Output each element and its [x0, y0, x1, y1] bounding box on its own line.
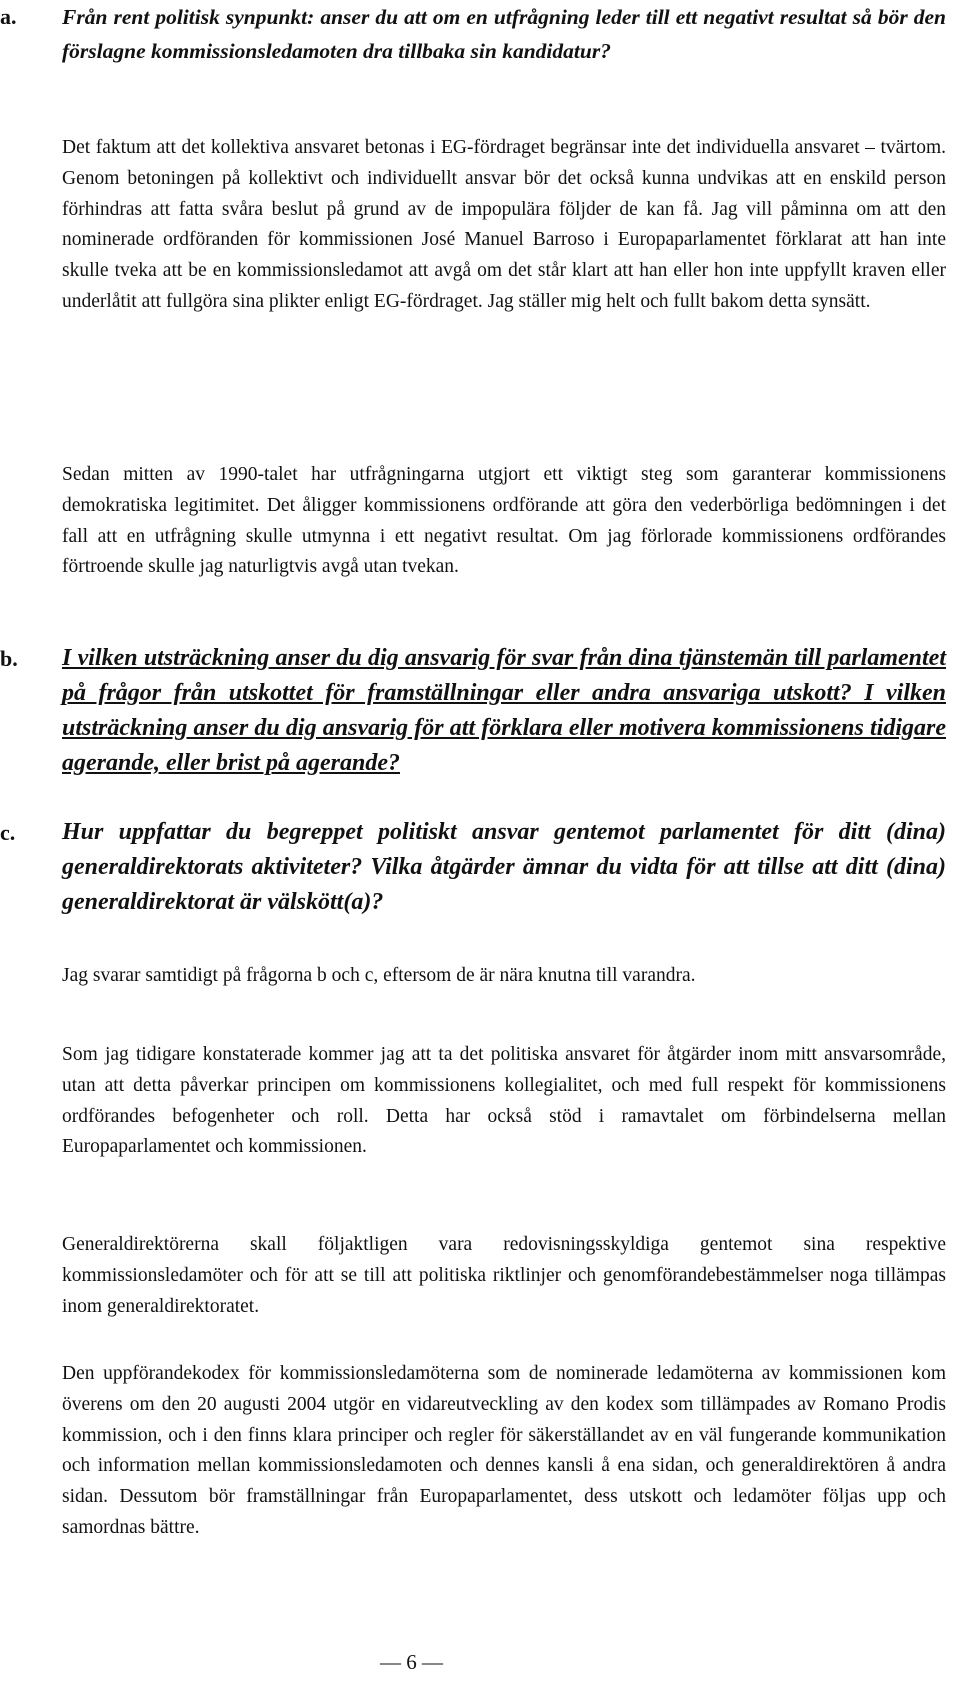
question-b-marker: b. — [0, 646, 18, 671]
question-c-text: Hur uppfattar du begreppet politiskt ansvar gentemot parlamentet för ditt (dina) generaldirektorats aktiviteter? Vilka åtgärder ämnar du vidta för att tillse att ditt (dina) generaldirektorat är välskött(a)? — [62, 819, 946, 915]
question-a-text: Från rent politisk synpunkt: anser du att om en utfrågning leder till ett negativt resultat så bör den förslagne kommissionsledamoten dra tillbaka sin kandidatur? — [62, 5, 946, 63]
answer-bc-intro: Jag svarar samtidigt på frågorna b och c, eftersom de är nära knutna till varandra. — [62, 965, 696, 986]
page-number: — 6 — — [380, 1650, 443, 1674]
answer-bc-paragraph-3: Den uppförandekodex för kommissionsledamöterna som de nominerade ledamöterna av kommissionen kom överens om den 20 augusti 2004 utgör en vidareutveckling av den kodex som tillämpades av Romano Prodis kommission, och i den finns klara principer och regler för säkerställandet av en väl fungerande kommunikation och information mellan kommissionsledamoten och dennes kansli å ena sidan, och generaldirektören å andra sidan. Dessutom bör framställningar från Europaparlamentet, dess utskott och ledamöter följas upp och samordnas bättre. — [62, 1363, 946, 1538]
question-a-marker: a. — [0, 4, 17, 29]
answer-a-paragraph-2: Sedan mitten av 1990-talet har utfrågningarna utgjort ett viktigt steg som garanterar kommissionens demokratiska legitimitet. Det åligger kommissionens ordförande att göra den vederbörliga bedömningen i det fall att en utfrågning skulle utmynna i ett negativt resultat. Om jag förlorade kommissionens ordförandes förtroende skulle jag naturligtvis avgå utan tvekan. — [62, 464, 946, 578]
question-c-marker: c. — [0, 820, 16, 845]
answer-a-paragraph-1: Det faktum att det kollektiva ansvaret betonas i EG-fördraget begränsar inte det individuella ansvaret – tvärtom. Genom betoningen på kollektivt och individuellt ansvar bör det också kunna undvikas att en enskild person förhindras att fatta svåra beslut på grund av de impopulära följder de kan få. Jag vill påminna om att den nominerade ordföranden för kommissionen José Manuel Barroso i Europaparlamentet förklarat att han inte skulle tveka att be en kommissionsledamot att avgå om det står klart att han eller hon inte uppfyllt kraven eller underlåtit att fullgöra sina plikter enligt EG-fördraget. Jag ställer mig helt och fullt bakom detta synsätt. — [62, 137, 946, 312]
answer-bc-paragraph-2: Generaldirektörerna skall följaktligen vara redovisningsskyldiga gentemot sina respektive kommissionsledamöter och för att se till att politiska riktlinjer och genomförandebestämmelser noga tillämpas inom generaldirektoratet. — [62, 1234, 946, 1317]
question-b-text: I vilken utsträckning anser du dig ansvarig för svar från dina tjänstemän till parlamentet på frågor från utskottet för framställningar eller andra ansvariga utskott? I vilken utsträckning anser du dig ansvarig för att förklara eller motivera kommissionens tidigare agerande, eller brist på agerande? — [62, 645, 946, 776]
answer-bc-paragraph-1: Som jag tidigare konstaterade kommer jag att ta det politiska ansvaret för åtgärder inom mitt ansvarsområde, utan att detta påverkar principen om kommissionens kollegialitet, och med full respekt för kommissionens ordförandes befogenheter och roll. Detta har också stöd i ramavtalet om förbindelserna mellan Europaparlamentet och kommissionen. — [62, 1044, 946, 1158]
